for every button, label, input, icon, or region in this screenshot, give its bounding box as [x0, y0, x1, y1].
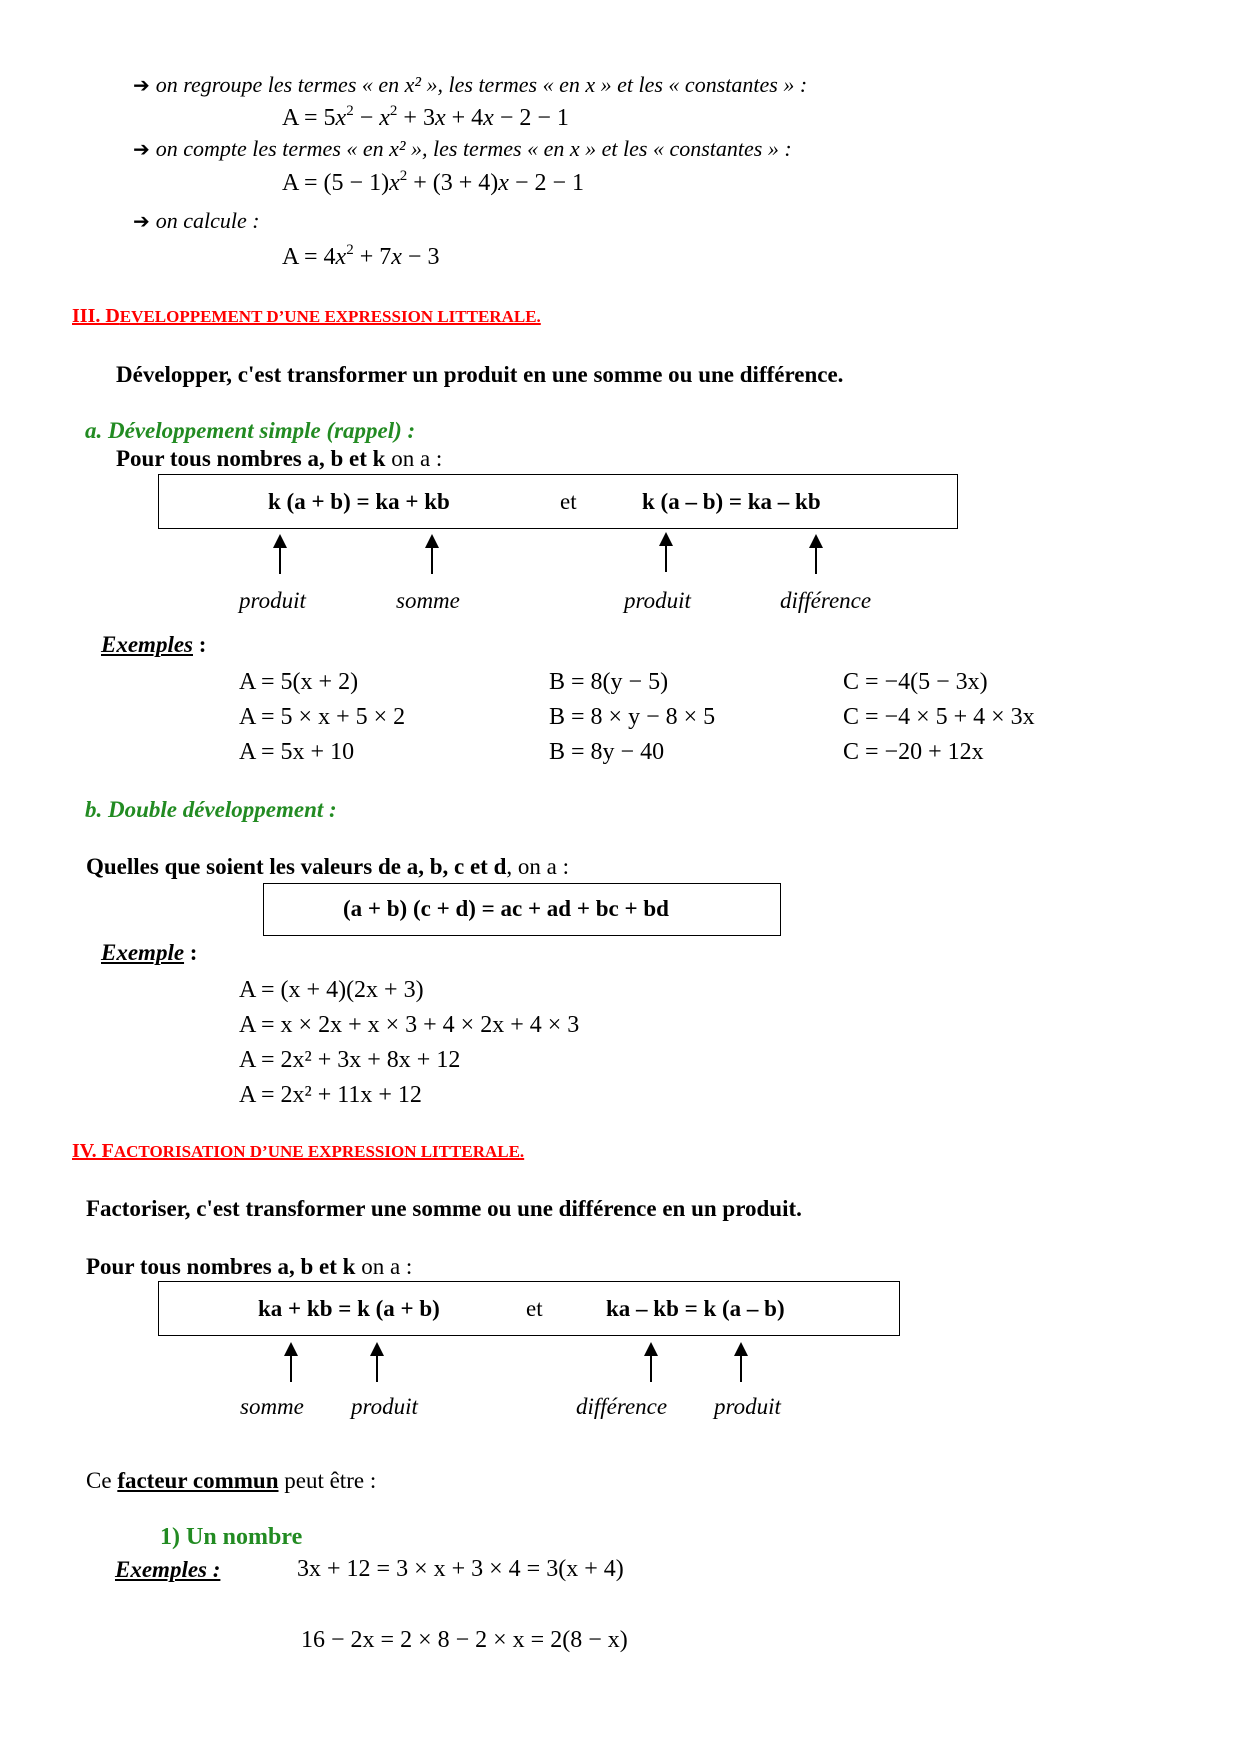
formula-develop-sum: k (a + b) = ka + kb	[268, 489, 450, 514]
label-difference: différence	[780, 588, 872, 613]
exemples-label: Exemples :	[101, 632, 207, 657]
up-arrow-icon	[431, 536, 433, 574]
label-produit: produit	[624, 588, 691, 613]
formula-et: et	[526, 1296, 543, 1321]
label-difference: différence	[576, 1394, 668, 1419]
up-arrow-icon	[650, 1344, 652, 1382]
step-calcule: ➔ on calcule :	[133, 208, 260, 233]
factor-example-1: 3x + 12 = 3 × x + 3 × 4 = 3(x + 4)	[297, 1556, 624, 1582]
arrow-right-icon: ➔	[133, 73, 150, 97]
pour-tous-line-factor: Pour tous nombres a, b et k on a :	[86, 1254, 413, 1279]
develop-definition: Développer, c'est transformer un produit en une somme ou une différence.	[116, 362, 844, 387]
section-4-heading: IV. FACTORISATION D’UNE EXPRESSION LITTERALE.	[72, 1140, 525, 1162]
pour-tous-line: Pour tous nombres a, b et k on a :	[116, 446, 443, 471]
up-arrow-icon	[376, 1344, 378, 1382]
formula-factor-sum: ka + kb = k (a + b)	[258, 1296, 440, 1321]
exemples-label-factor: Exemples :	[115, 1557, 221, 1582]
example-b-column: B = 8(y − 5) B = 8 × y − 8 × 5 B = 8y − 40	[549, 669, 716, 765]
step-compte: ➔ on compte les termes « en x² », les termes « en x » et les « constantes » :	[133, 136, 792, 161]
double-example: A = (x + 4)(2x + 3) A = x × 2x + x × 3 + 4 × 2x + 4 × 3 A = 2x² + 3x + 8x + 12 A = 2x² + 11x + 12	[239, 977, 580, 1108]
step-regroupe: ➔ on regroupe les termes « en x² », les termes « en x » et les « constantes » :	[133, 72, 808, 97]
example-c-column: C = −4(5 − 3x) C = −4 × 5 + 4 × 3x C = −20 + 12x	[843, 669, 1035, 765]
formula-et: et	[560, 489, 577, 514]
up-arrow-icon	[815, 536, 817, 574]
up-arrow-icon	[665, 534, 667, 572]
equation-regroupe: $A = 5x^2 - x^2 + 3x + 4x - 2 - 1$	[282, 103, 569, 131]
label-produit: produit	[351, 1394, 418, 1419]
arrow-right-icon: ➔	[133, 137, 150, 161]
label-produit: produit	[239, 588, 306, 613]
formula-factor-diff: ka – kb = k (a – b)	[606, 1296, 785, 1321]
up-arrow-icon	[279, 536, 281, 574]
up-arrow-icon	[290, 1344, 292, 1382]
equation-calcule: $A = 4x^2 + 7x - 3$	[282, 242, 440, 270]
subsection-a-title: a. Développement simple (rappel) :	[85, 418, 416, 443]
facteur-commun-line: Ce facteur commun peut être :	[86, 1468, 377, 1493]
label-somme: somme	[396, 588, 460, 613]
label-somme: somme	[240, 1394, 304, 1419]
section-3-heading: III. DEVELOPPEMENT D’UNE EXPRESSION LITTERALE.	[72, 305, 541, 327]
example-a-column: A = 5(x + 2) A = 5 × x + 5 × 2 A = 5x + 10	[239, 669, 406, 765]
factor-definition: Factoriser, c'est transformer une somme ou une différence en un produit.	[86, 1196, 802, 1221]
arrow-right-icon: ➔	[133, 209, 150, 233]
formula-double: (a + b) (c + d) = ac + ad + bc + bd	[343, 896, 669, 921]
factor-example-2: 16 − 2x = 2 × 8 − 2 × x = 2(8 − x)	[301, 1627, 628, 1653]
equation-compte: $A = (5 - 1)x^2 + (3 + 4)x - 2 - 1$	[282, 168, 585, 196]
quelles-line: Quelles que soient les valeurs de a, b, c et d, on a :	[86, 854, 569, 879]
label-produit: produit	[714, 1394, 781, 1419]
formula-develop-diff: k (a – b) = ka – kb	[642, 489, 821, 514]
item-un-nombre: 1) Un nombre	[160, 1524, 303, 1550]
subsection-b-title: b. Double développement :	[85, 797, 337, 822]
up-arrow-icon	[740, 1344, 742, 1382]
exemple-label: Exemple :	[101, 940, 198, 965]
